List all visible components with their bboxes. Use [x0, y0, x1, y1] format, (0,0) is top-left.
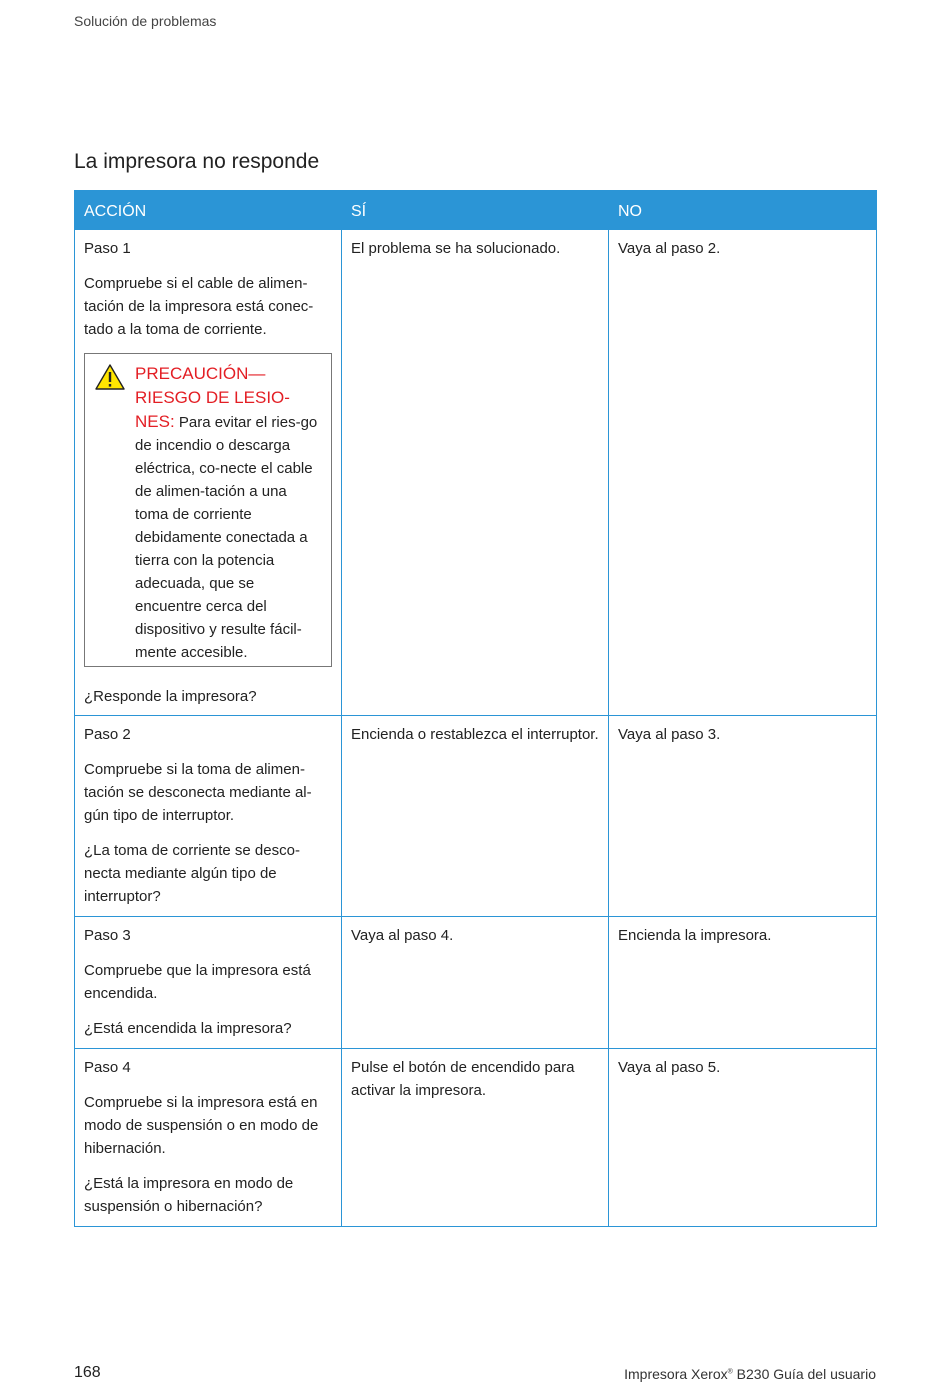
step-description: Compruebe si el cable de alimen-tación de la impresora está conec-tado a la toma de corriente.	[84, 275, 314, 338]
table-row	[75, 1049, 877, 1227]
running-header: Solución de problemas	[74, 13, 217, 29]
step-description: Compruebe si la toma de alimen-tación se desconecta mediante al-gún tipo de interruptor.	[84, 761, 312, 824]
table-row	[75, 716, 877, 917]
caution-box	[84, 353, 332, 667]
step-label: Paso 4	[84, 1059, 131, 1076]
column-header-no: NO	[609, 191, 877, 230]
no-cell: Vaya al paso 3.	[609, 716, 877, 917]
footer-title-prefix: Impresora Xerox	[624, 1366, 728, 1382]
troubleshooting-table	[74, 190, 877, 1227]
registered-mark: ®	[727, 1368, 733, 1376]
step-question: ¿Responde la impresora?	[84, 688, 257, 705]
no-cell: Vaya al paso 2.	[609, 230, 877, 716]
step-question: ¿Está la impresora en modo de suspensión o hibernación?	[84, 1175, 294, 1215]
table-row	[75, 917, 877, 1049]
step-description: Compruebe si la impresora está en modo de suspensión o en modo de hibernación.	[84, 1094, 319, 1157]
section-title: La impresora no responde	[74, 150, 320, 173]
warning-triangle-icon	[95, 362, 135, 664]
action-cell	[75, 917, 342, 1049]
step-label: Paso 3	[84, 927, 131, 944]
page-number: 168	[74, 1364, 101, 1381]
table-header-row	[75, 191, 877, 230]
step-label: Paso 1	[84, 240, 131, 257]
table-row	[75, 230, 877, 716]
step-description: Compruebe que la impresora está encendida.	[84, 962, 311, 1002]
caution-title: PRECAUCIÓN—RIESGO DE LESIO-NES:	[135, 364, 290, 431]
caution-body: Para evitar el ries-go de incendio o descarga eléctrica, co-necte el cable de alimen-tación a una toma de corriente debidamente conectada a tierra con la potencia adecuada, que se encuentre cerca del dispositivo y resulte fácil-mente accesible.	[135, 414, 318, 661]
action-cell	[75, 1049, 342, 1227]
yes-cell: El problema se ha solucionado.	[342, 230, 609, 716]
step-question: ¿Está encendida la impresora?	[84, 1020, 292, 1037]
footer-doc-title	[624, 1366, 876, 1382]
yes-cell: Encienda o restablezca el interruptor.	[342, 716, 609, 917]
footer-title-suffix: B230 Guía del usuario	[732, 1366, 876, 1382]
column-header-action: ACCIÓN	[75, 191, 342, 230]
action-cell	[75, 230, 342, 716]
action-cell	[75, 716, 342, 917]
yes-cell: Vaya al paso 4.	[342, 917, 609, 1049]
no-cell: Vaya al paso 5.	[609, 1049, 877, 1227]
step-label: Paso 2	[84, 726, 131, 743]
yes-cell: Pulse el botón de encendido para activar la impresora.	[342, 1049, 609, 1227]
no-cell: Encienda la impresora.	[609, 917, 877, 1049]
step-question: ¿La toma de corriente se desco-necta mediante algún tipo de interruptor?	[84, 842, 300, 905]
caution-text	[135, 362, 321, 664]
column-header-yes: SÍ	[342, 191, 609, 230]
